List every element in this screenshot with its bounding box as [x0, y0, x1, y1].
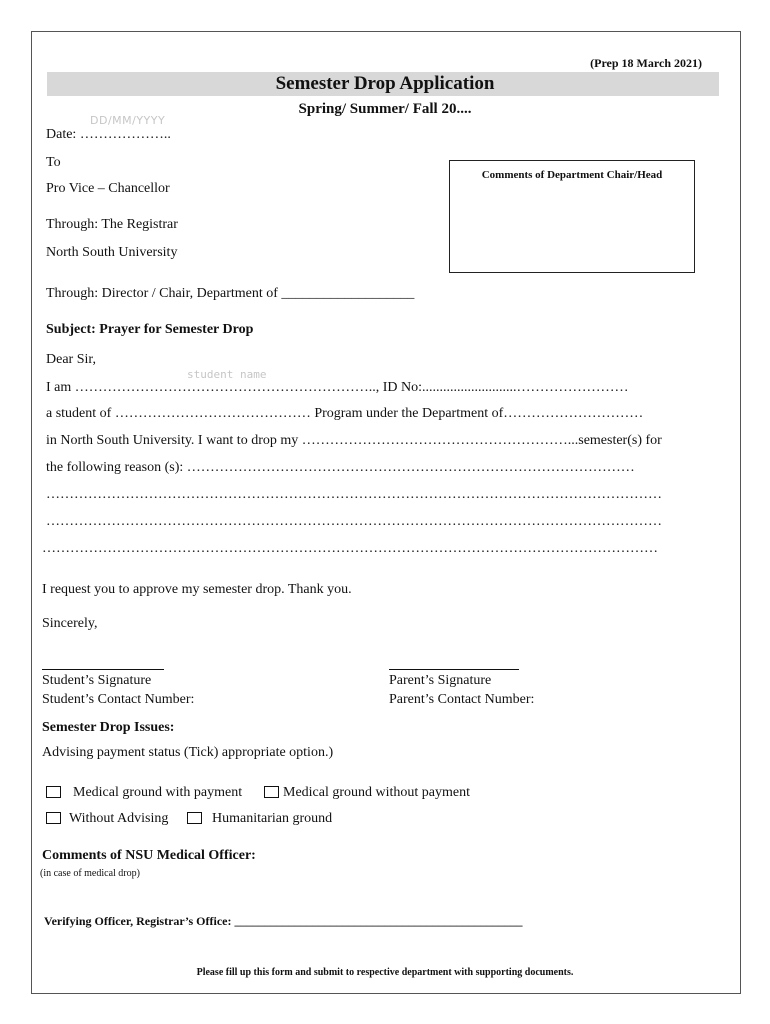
- verifying-officer-line[interactable]: Verifying Officer, Registrar’s Office: ________________________________________________: [44, 914, 523, 928]
- checkbox[interactable]: [46, 786, 61, 798]
- student-name-input[interactable]: student name: [187, 368, 267, 381]
- footer-note: Please fill up this form and submit to respective department with supporting documents.: [196, 967, 574, 978]
- option-label: Humanitarian ground: [212, 811, 333, 826]
- date-input[interactable]: DD/MM/YYYY: [90, 114, 166, 127]
- option-label: Without Advising: [69, 811, 169, 826]
- department-comment-label: Comments of Department Chair/Head: [481, 169, 663, 181]
- drop-line: in North South University. I want to drop my …………………………………………………...semester(s) for: [46, 433, 662, 448]
- date-line: Date: ………………..: [46, 127, 171, 142]
- issues-instruction: Advising payment status (Tick) appropriate option.): [42, 745, 334, 760]
- i-am-line: I am ……………………………………………………….., ID No:...........................……………………: [46, 380, 629, 395]
- option-label: Medical ground with payment: [73, 785, 243, 800]
- reason-line: the following reason (s): ……………………………………………………………………………………: [46, 460, 635, 475]
- reason-dotted-line: ……………………………………………………………………………………………………………………: [46, 487, 662, 502]
- checkbox[interactable]: [46, 812, 61, 824]
- option-without-advising[interactable]: [46, 811, 168, 827]
- issues-heading: Semester Drop Issues:: [42, 720, 175, 735]
- to-label: To: [46, 155, 61, 170]
- department-comment-box[interactable]: [449, 160, 695, 273]
- medical-officer-note: (in case of medical drop): [40, 868, 140, 879]
- option-medical-with-payment[interactable]: [46, 785, 242, 801]
- student-of-line: a student of …………………………………… Program under the Department of…………………………: [46, 406, 644, 421]
- option-label: Medical ground without payment: [283, 785, 471, 800]
- through-registrar: Through: The Registrar: [46, 217, 178, 232]
- student-signature-line[interactable]: [42, 669, 164, 670]
- form-subtitle: Spring/ Summer/ Fall 20....: [298, 101, 472, 117]
- student-signature-label: Student’s Signature: [42, 673, 152, 688]
- reason-dotted-line: ……………………………………………………………………………………………………………………: [42, 541, 658, 556]
- parent-signature-line[interactable]: [389, 669, 519, 670]
- checkbox[interactable]: [187, 812, 202, 824]
- prep-date-note: (Prep 18 March 2021): [590, 56, 702, 70]
- request-text: I request you to approve my semester drop. Thank you.: [42, 582, 352, 597]
- closing-text: Sincerely,: [42, 616, 98, 631]
- checkbox[interactable]: [264, 786, 279, 798]
- student-contact-label: Student’s Contact Number:: [42, 692, 195, 707]
- parent-signature-label: Parent’s Signature: [389, 673, 492, 688]
- parent-contact-label: Parent’s Contact Number:: [389, 692, 535, 707]
- university-name: North South University: [46, 245, 178, 260]
- reason-dotted-line: ……………………………………………………………………………………………………………………: [46, 514, 662, 529]
- subject-line: Subject: Prayer for Semester Drop: [46, 322, 254, 337]
- through-director: Through: Director / Chair, Department of ___________________: [46, 286, 415, 301]
- salutation: Dear Sir,: [46, 352, 96, 367]
- option-medical-without-payment[interactable]: [264, 785, 470, 801]
- form-title: Semester Drop Application: [275, 73, 495, 94]
- pro-vc-label: Pro Vice – Chancellor: [46, 181, 170, 196]
- medical-officer-heading: Comments of NSU Medical Officer:: [42, 848, 256, 863]
- option-humanitarian[interactable]: [187, 811, 332, 827]
